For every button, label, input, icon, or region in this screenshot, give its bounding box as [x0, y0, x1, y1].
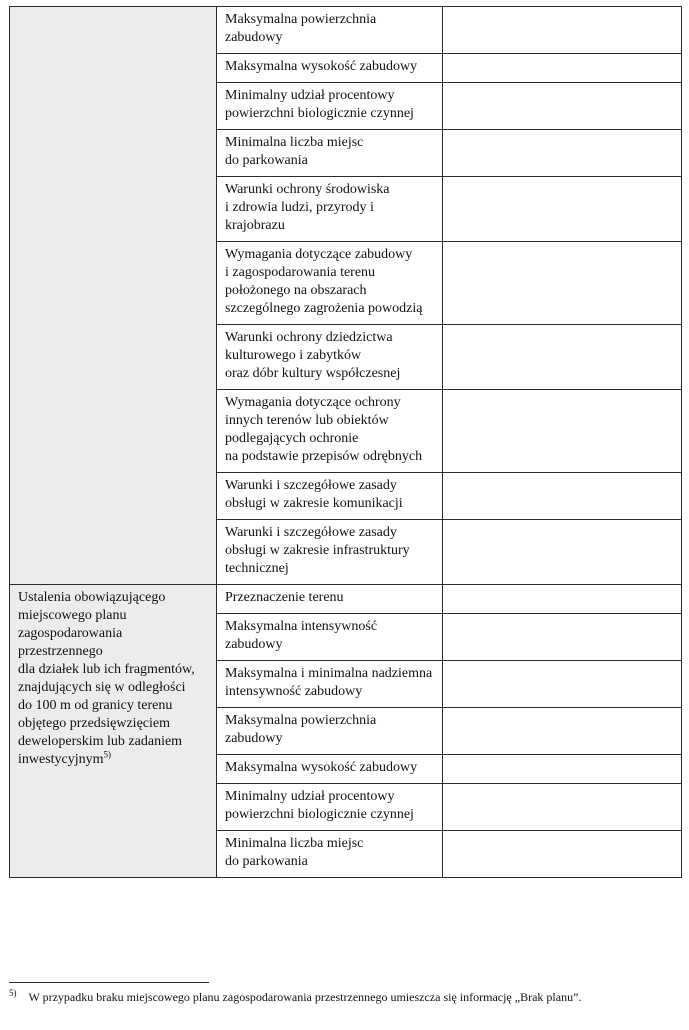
parameter-label: Maksymalna powierzchnia zabudowy — [217, 7, 443, 54]
section-label: Ustalenia obowiązującego miejscowego planu zagospodarowania przestrzennego dla działek lub ich fragmentów, znajdujących się w odległości do 100 m od granicy terenu objętego przedsięwzięciem deweloperskim lub zadaniem inwestycyjnym — [18, 590, 195, 767]
parameter-value-field[interactable] — [443, 390, 682, 473]
parameter-value-field[interactable] — [443, 325, 682, 390]
parameter-value-field[interactable] — [443, 614, 682, 661]
parameter-label: Wymagania dotyczące zabudowy i zagospodarowania terenu położonego na obszarach szczególnego zagrożenia powodzią — [217, 242, 443, 325]
parameter-label: Przeznaczenie terenu — [217, 585, 443, 614]
parameter-label: Warunki i szczegółowe zasady obsługi w zakresie komunikacji — [217, 473, 443, 520]
parameter-value-field[interactable] — [443, 831, 682, 878]
parameter-label: Maksymalna intensywność zabudowy — [217, 614, 443, 661]
section-label-cell — [10, 7, 217, 585]
parameter-value-field[interactable] — [443, 708, 682, 755]
footnote — [9, 990, 581, 1004]
parameter-value-field[interactable] — [443, 54, 682, 83]
footnote-mark: 5) — [9, 988, 17, 998]
parameter-label: Maksymalna i minimalna nadziemna intensywność zabudowy — [217, 661, 443, 708]
parameter-value-field[interactable] — [443, 755, 682, 784]
parameter-value-field[interactable] — [443, 7, 682, 54]
form-table — [9, 6, 682, 878]
parameter-value-field[interactable] — [443, 83, 682, 130]
parameter-label: Minimalny udział procentowy powierzchni biologicznie czynnej — [217, 83, 443, 130]
parameter-value-field[interactable] — [443, 177, 682, 242]
parameter-label: Minimalna liczba miejsc do parkowania — [217, 130, 443, 177]
parameter-value-field[interactable] — [443, 130, 682, 177]
footnote-reference: 5) — [103, 749, 112, 760]
footnote-text: W przypadku braku miejscowego planu zagospodarowania przestrzennego umieszcza się informację „Brak planu”. — [28, 990, 582, 1004]
parameter-label: Warunki ochrony środowiska i zdrowia ludzi, przyrody i krajobrazu — [217, 177, 443, 242]
parameter-label: Minimalna liczba miejsc do parkowania — [217, 831, 443, 878]
parameter-label: Minimalny udział procentowy powierzchni biologicznie czynnej — [217, 784, 443, 831]
parameter-label: Wymagania dotyczące ochrony innych terenów lub obiektów podlegających ochronie na podstawie przepisów odrębnych — [217, 390, 443, 473]
table-row — [10, 585, 682, 614]
parameter-value-field[interactable] — [443, 585, 682, 614]
parameter-value-field[interactable] — [443, 473, 682, 520]
parameter-value-field[interactable] — [443, 520, 682, 585]
parameter-label: Maksymalna powierzchnia zabudowy — [217, 708, 443, 755]
table-row — [10, 7, 682, 54]
parameter-value-field[interactable] — [443, 784, 682, 831]
parameter-label: Warunki i szczegółowe zasady obsługi w zakresie infrastruktury technicznej — [217, 520, 443, 585]
parameter-value-field[interactable] — [443, 661, 682, 708]
table-body — [10, 7, 682, 878]
parameter-value-field[interactable] — [443, 242, 682, 325]
section-label-cell — [10, 585, 217, 878]
parameter-label: Warunki ochrony dziedzictwa kulturowego i zabytków oraz dóbr kultury współczesnej — [217, 325, 443, 390]
footnote-separator — [9, 982, 209, 983]
parameter-label: Maksymalna wysokość zabudowy — [217, 54, 443, 83]
parameter-label: Maksymalna wysokość zabudowy — [217, 755, 443, 784]
